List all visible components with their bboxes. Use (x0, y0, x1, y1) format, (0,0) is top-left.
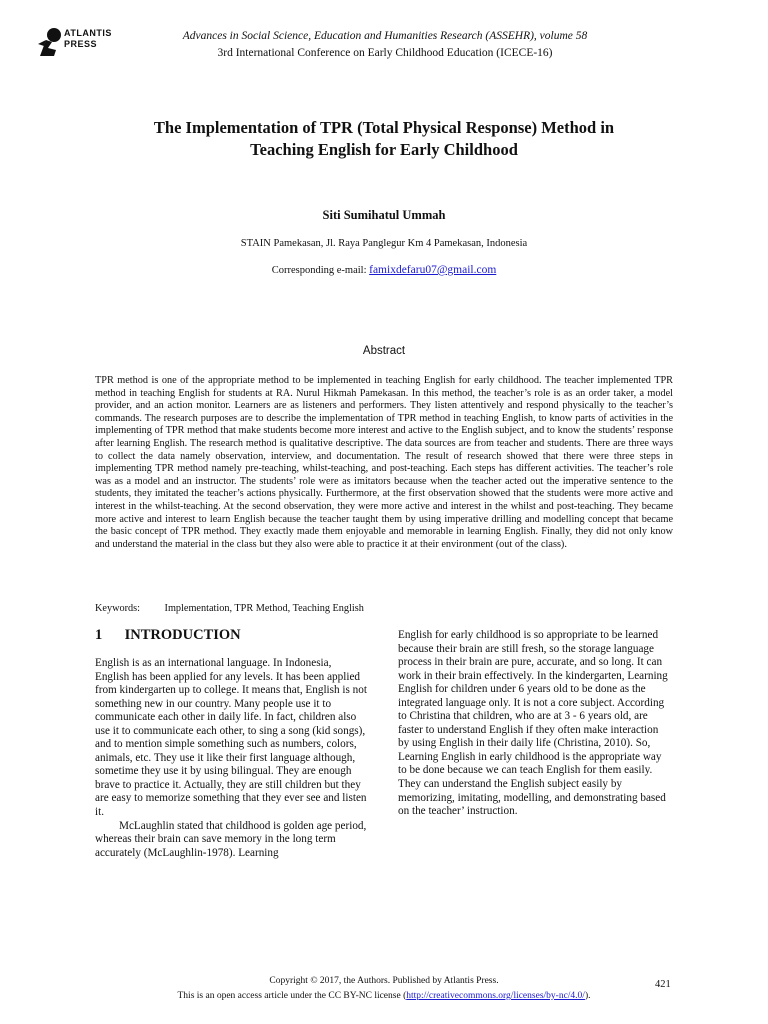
copyright-notice: Copyright © 2017, the Authors. Published by Atlantis Press. (269, 976, 499, 986)
logo-text-line-2: PRESS (64, 39, 98, 49)
corresponding-email-line (100, 264, 668, 276)
body-column-left (95, 657, 367, 860)
paper-title (100, 117, 668, 161)
abstract-heading: Abstract (362, 345, 406, 357)
license-text-pre: This is an open access article under the CC BY-NC license ( (177, 991, 407, 1001)
section-heading (95, 627, 241, 644)
page-number: 421 (655, 979, 671, 990)
email-label: Corresponding e-mail: (271, 265, 367, 276)
keywords-value: Implementation, TPR Method, Teaching English (164, 603, 364, 614)
body-column-right (398, 629, 670, 819)
logo-text-line-1: ATLANTIS (64, 28, 112, 38)
section-title: INTRODUCTION (124, 627, 241, 643)
keywords-label: Keywords: (95, 603, 140, 614)
author-affiliation: STAIN Pamekasan, Jl. Raya Panglegur Km 4 Pamekasan, Indonesia (240, 238, 528, 249)
body-paragraph: English is as an international language. In Indonesia, English has been applied for any levels. It has been applied from kindergarten up to college. It means that, English is not something new in our country. Many people use it to communicate each other in daily life. In fact, children also use it to communicate each other, to sing a song (kid songs), and to mention simple something such as numbers, colors, animals, etc. They use it like their first language although, sometime they use it by using bilingual. They are enough brave to practice it. Actually, they are still children but they are easy to memorize something that they ever see and listen it. (95, 657, 367, 819)
license-notice (100, 991, 668, 1001)
conference-name: 3rd International Conference on Early Childhood Education (ICECE-16) (217, 47, 553, 59)
abstract-text: TPR method is one of the appropriate method to be implemented in teaching English for early childhood. The teacher implemented TPR method in teaching English for students at RA. Nurul Hikmah Pamekasan. In this method, the teacher’s role is as an order taker, a model provider, and an action monitor. Learners are as listeners and performers. They listen attentively and respond physically to the teacher’s commands. The research purposes are to describe the implementation of TPR method in teaching English, to know parts of activities in the implementing of TPR method that make students become more interest and active to the English subject, and to know the students’ response after learning English. The research method is qualitative descriptive. The data sources are from teacher and students. There are three ways to collect the data namely observation, interview, and documentation. The result of research showed that there were three steps in implementing TPR method namely pre-teaching, whilst-teaching, and post-teaching. Each steps has different activities. The teacher’s role was as a model and an instructor. The students’ role were as imitators because when the teacher acted out the imperative sentence to the students, they imitated the teacher’s actions physically. Furthermore, at the first observation showed that the students were more active and interest in the whilst-teaching. At the second observation, they were more active and interest in the whilst and post-teaching. They became more active and interest to learn English because the teacher taught them by using imperative drilling and modelling concept that became the basic concept of TPR method. They exactly made them enjoyable and memorable in learning English. Finally, they did not only know and understand the material in the class but they also were able to practice it at their environment (out of the class). (95, 375, 673, 550)
body-paragraph: English for early childhood is so appropriate to be learned because their brain are still fresh, so the storage language process in their brain are pure, accurate, and so long. It can work in their brain effectively. In the kindergarten, Learning English for children under 6 years old to be done as the integrated language only. It is not a core subject. According to Christina that children, who are at 3 - 6 years old, are faster to understand English if they often make interaction by using English in their daily life (Christina, 2010). So, Learning English in early childhood is the appropriate way to be done because we can teach English for them easily. They can understand the English subject easily by memorizing, imitating, modelling, and demonstrating based on the teacher’ instruction. (398, 629, 668, 818)
publisher-logo-text (64, 28, 112, 50)
title-line-2: Teaching English for Early Childhood (250, 140, 518, 159)
keywords (95, 603, 364, 614)
journal-name: Advances in Social Science, Education and Humanities Research (ASSEHR), volume 58 (182, 30, 588, 42)
author-name: Siti Sumihatul Ummah (322, 208, 446, 222)
section-number: 1 (95, 627, 103, 643)
atlas-figure-icon (34, 26, 64, 60)
license-link[interactable]: http://creativecommons.org/licenses/by-nc/4.0/ (406, 991, 585, 1001)
body-paragraph: McLaughlin stated that childhood is golden age period, whereas their brain can save memory in the long term accurately (McLaughlin-1978). Learning (95, 819, 367, 859)
title-line-1: The Implementation of TPR (Total Physical Response) Method in (153, 118, 615, 137)
email-link[interactable]: famixdefaru07@gmail.com (369, 264, 497, 276)
license-text-post: ). (584, 991, 591, 1001)
